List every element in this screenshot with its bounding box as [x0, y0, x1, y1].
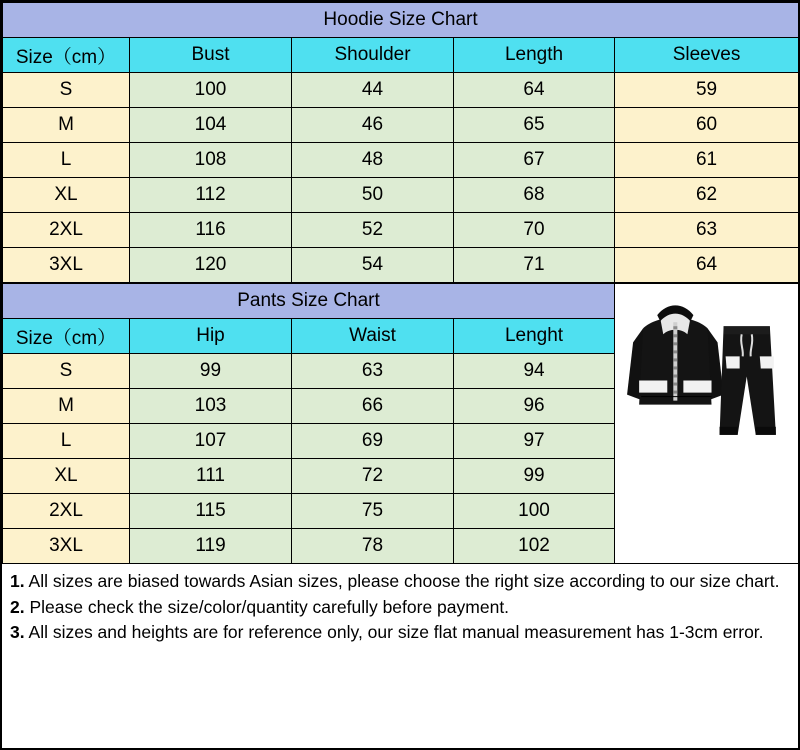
- table-row: [3, 213, 799, 248]
- pants-chart-header-row: [3, 319, 615, 354]
- hoodie-cell-size: M: [3, 108, 130, 143]
- pants-cell-size: XL: [3, 459, 130, 494]
- pants-cell-waist: 78: [292, 529, 454, 564]
- table-row: [3, 459, 615, 494]
- pants-cell-length: 97: [454, 424, 615, 459]
- pants-cell-size: 3XL: [3, 529, 130, 564]
- pants-cell-size: S: [3, 354, 130, 389]
- table-row: [3, 108, 799, 143]
- table-row: [3, 354, 615, 389]
- pants-cell-waist: 69: [292, 424, 454, 459]
- pants-cell-hip: 107: [130, 424, 292, 459]
- hoodie-cell-sleeves: 61: [615, 143, 799, 178]
- hoodie-cell-bust: 112: [130, 178, 292, 213]
- pants-cell-size: L: [3, 424, 130, 459]
- pants-header-size: Size（cm）: [3, 319, 130, 354]
- hoodie-chart-title: Hoodie Size Chart: [3, 3, 799, 38]
- hoodie-cell-bust: 120: [130, 248, 292, 283]
- note-item: [10, 621, 790, 645]
- hoodie-header-bust: Bust: [130, 38, 292, 73]
- hoodie-cell-length: 70: [454, 213, 615, 248]
- hoodie-header-shoulder: Shoulder: [292, 38, 454, 73]
- hoodie-cell-sleeves: 59: [615, 73, 799, 108]
- hoodie-cell-sleeves: 64: [615, 248, 799, 283]
- pants-cell-size: M: [3, 389, 130, 424]
- pants-header-waist: Waist: [292, 319, 454, 354]
- pants-header-length: Lenght: [454, 319, 615, 354]
- table-row: [3, 248, 799, 283]
- hoodie-header-sleeves: Sleeves: [615, 38, 799, 73]
- hoodie-cell-bust: 108: [130, 143, 292, 178]
- hoodie-cell-size: S: [3, 73, 130, 108]
- pants-chart-title-row: [3, 284, 615, 319]
- hoodie-cell-length: 67: [454, 143, 615, 178]
- hoodie-cell-size: L: [3, 143, 130, 178]
- pants-cell-length: 99: [454, 459, 615, 494]
- pants-cell-length: 94: [454, 354, 615, 389]
- pants-chart-title: Pants Size Chart: [3, 284, 615, 319]
- hoodie-cell-bust: 104: [130, 108, 292, 143]
- pants-cell-length: 102: [454, 529, 615, 564]
- pants-cell-hip: 119: [130, 529, 292, 564]
- hoodie-chart-title-row: [3, 3, 799, 38]
- hoodie-cell-shoulder: 48: [292, 143, 454, 178]
- hoodie-cell-length: 68: [454, 178, 615, 213]
- table-row: [3, 529, 615, 564]
- pants-cell-waist: 66: [292, 389, 454, 424]
- hoodie-cell-shoulder: 46: [292, 108, 454, 143]
- pants-cell-hip: 103: [130, 389, 292, 424]
- hoodie-header-size: Size（cm）: [3, 38, 130, 73]
- note-item: [10, 570, 790, 594]
- table-row: [3, 143, 799, 178]
- pants-cell-size: 2XL: [3, 494, 130, 529]
- product-image: [614, 283, 798, 564]
- hoodie-cell-bust: 100: [130, 73, 292, 108]
- pants-cell-length: 96: [454, 389, 615, 424]
- hoodie-cell-length: 64: [454, 73, 615, 108]
- hoodie-cell-sleeves: 63: [615, 213, 799, 248]
- pants-cell-length: 100: [454, 494, 615, 529]
- table-row: [3, 389, 615, 424]
- tracksuit-illustration: [615, 284, 798, 553]
- note-number: 3.: [10, 622, 25, 643]
- hoodie-cell-bust: 116: [130, 213, 292, 248]
- note-text: All sizes and heights are for reference only, our size flat manual measurement has 1-3cm error.: [28, 622, 764, 643]
- hoodie-cell-sleeves: 60: [615, 108, 799, 143]
- pants-size-chart-block: [2, 283, 614, 564]
- hoodie-cell-shoulder: 54: [292, 248, 454, 283]
- pants-and-image-area: [2, 283, 798, 564]
- hoodie-cell-size: 3XL: [3, 248, 130, 283]
- pants-cell-waist: 72: [292, 459, 454, 494]
- hoodie-header-length: Length: [454, 38, 615, 73]
- note-number: 1.: [10, 571, 25, 591]
- note-text: All sizes are biased towards Asian sizes, please choose the right size according to our size chart.: [28, 571, 780, 591]
- note-text: Please check the size/color/quantity carefully before payment.: [29, 596, 510, 617]
- hoodie-cell-shoulder: 52: [292, 213, 454, 248]
- table-row: [3, 178, 799, 213]
- hoodie-cell-length: 65: [454, 108, 615, 143]
- hoodie-size-chart-table: [2, 2, 799, 283]
- hoodie-cell-length: 71: [454, 248, 615, 283]
- hoodie-size-chart-block: [2, 2, 798, 283]
- pants-cell-waist: 63: [292, 354, 454, 389]
- table-row: [3, 73, 799, 108]
- pants-size-chart-table: [2, 283, 615, 564]
- note-number: 2.: [10, 596, 25, 617]
- pants-cell-hip: 111: [130, 459, 292, 494]
- hoodie-cell-sleeves: 62: [615, 178, 799, 213]
- notes-section: [2, 564, 798, 645]
- hoodie-cell-shoulder: 44: [292, 73, 454, 108]
- table-row: [3, 424, 615, 459]
- pants-cell-hip: 115: [130, 494, 292, 529]
- hoodie-cell-shoulder: 50: [292, 178, 454, 213]
- hoodie-cell-size: 2XL: [3, 213, 130, 248]
- pants-cell-waist: 75: [292, 494, 454, 529]
- note-item: [10, 596, 790, 620]
- pants-cell-hip: 99: [130, 354, 292, 389]
- hoodie-chart-header-row: [3, 38, 799, 73]
- table-row: [3, 494, 615, 529]
- pants-header-hip: Hip: [130, 319, 292, 354]
- hoodie-cell-size: XL: [3, 178, 130, 213]
